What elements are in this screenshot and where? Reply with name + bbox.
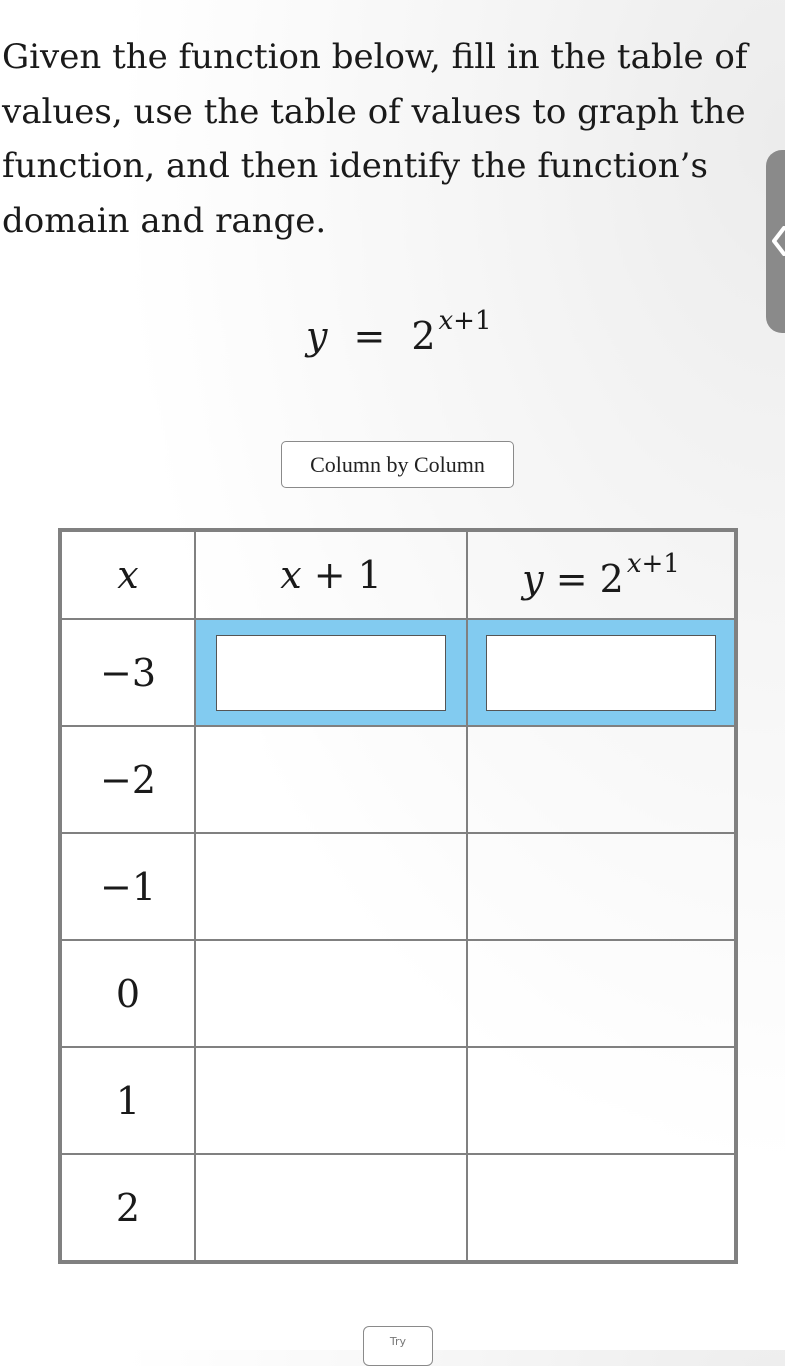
header-x-plus-1 [195,530,467,619]
x-plus-1-cell[interactable] [195,726,467,833]
x-plus-1-cell [195,619,467,726]
y-cell[interactable] [467,940,736,1047]
equation-lhs: y [306,314,328,358]
equation-exponent-var: x [438,306,454,336]
header-y-base: 2 [599,557,624,601]
y-cell[interactable] [467,833,736,940]
values-table [58,528,738,1264]
header-y-lhs: y [522,557,544,601]
x-value-cell: 1 [60,1047,195,1154]
y-cell[interactable] [467,726,736,833]
y-cell[interactable] [467,1154,736,1262]
header-x [60,530,195,619]
header-y [467,530,736,619]
x-value-cell: −1 [60,833,195,940]
y-input[interactable] [486,635,716,711]
header-y-exponent-rest: +1 [641,549,680,579]
table-row [60,940,736,1047]
header-y-exponent [627,549,680,579]
x-plus-1-cell[interactable] [195,833,467,940]
x-plus-1-input[interactable] [216,635,446,711]
x-value-cell: −2 [60,726,195,833]
equation-exponent [439,306,492,336]
question-prompt: Given the function below, fill in the table of values, use the table of values to graph the function, and then identify the function’s domain and range. [2,37,748,241]
table-row [60,619,736,726]
equation-exponent-rest: +1 [453,306,492,336]
try-button[interactable]: Try [363,1326,433,1366]
equation-base: 2 [411,314,436,358]
y-cell [467,619,736,726]
y-cell[interactable] [467,1047,736,1154]
side-panel-handle[interactable] [766,150,785,333]
x-plus-1-cell[interactable] [195,1154,467,1262]
table-header-row [60,530,736,619]
x-plus-1-cell[interactable] [195,940,467,1047]
table-row [60,726,736,833]
x-value-cell: −3 [60,619,195,726]
function-equation [306,306,492,358]
table-row [60,1047,736,1154]
header-y-eq: = [543,557,600,601]
table-row [60,1154,736,1262]
equation-equals: = [353,314,386,358]
header-x-plus-1-var: x [280,553,302,597]
x-value-cell: 2 [60,1154,195,1262]
x-plus-1-cell[interactable] [195,1047,467,1154]
header-x-plus-1-rest: + 1 [301,553,382,597]
x-value-cell: 0 [60,940,195,1047]
table-row [60,833,736,940]
header-y-exponent-var: x [626,549,642,579]
column-by-column-button[interactable]: Column by Column [281,441,514,488]
chevron-left-icon [770,226,785,256]
header-x-var: x [117,553,139,597]
